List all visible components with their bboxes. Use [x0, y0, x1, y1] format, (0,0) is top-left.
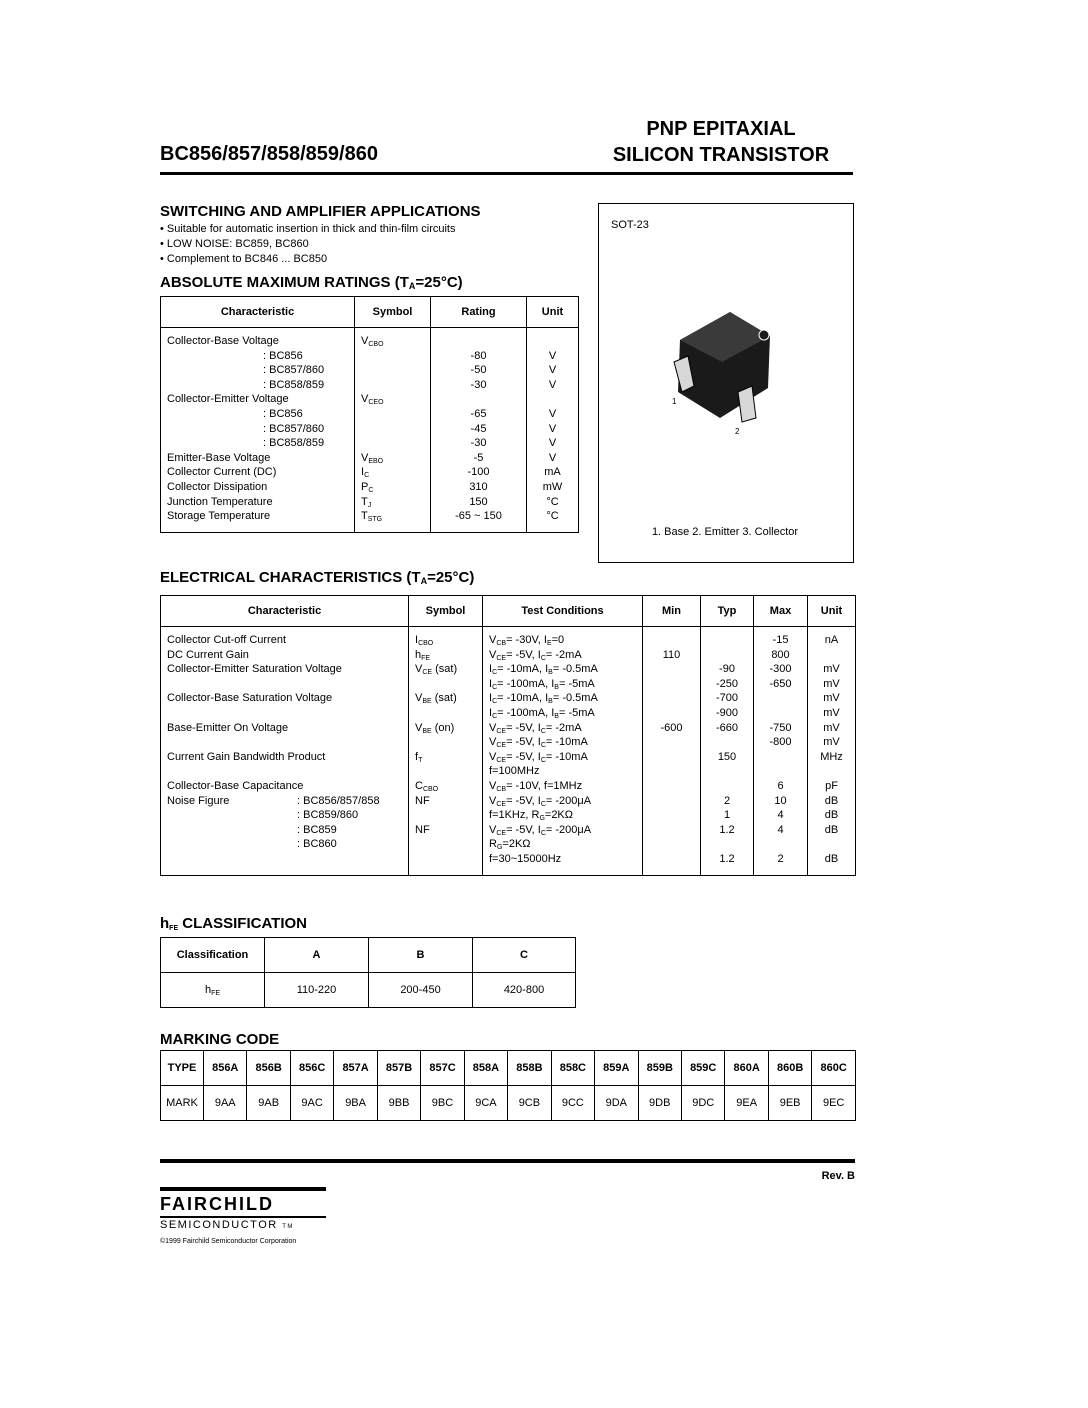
typ-cell — [707, 648, 747, 663]
bullet-item: • Complement to BC846 ... BC850 — [160, 253, 328, 265]
condition-cell: $I_C= -100mA$, $I_B= -5mA$ — [489, 706, 595, 720]
rating-cell — [437, 334, 520, 349]
pin-1-label: 1 — [672, 397, 677, 406]
max-cell — [760, 837, 801, 852]
typ-cell: 2 — [723, 794, 731, 807]
symbol-cell: $T_{STG}$ — [361, 510, 383, 524]
max-cell: 6 — [777, 779, 784, 792]
col-header-classification: Classification — [161, 938, 265, 973]
unit-cell: dB — [824, 809, 839, 822]
rating-column — [431, 328, 527, 533]
typ-cell: -90 — [719, 663, 735, 676]
symbol-column — [355, 328, 431, 533]
characteristic-cell: : BC859/860 — [297, 809, 359, 822]
marking-type-row — [161, 1051, 856, 1086]
rating-cell: 310 — [469, 480, 488, 493]
unit-cell: V — [548, 422, 557, 435]
characteristic-cell: Collector-Base Voltage — [167, 335, 279, 347]
min-cell — [649, 823, 694, 838]
unit-cell: mV — [823, 677, 840, 690]
characteristic-cell: Noise Figure : BC856/857/858 — [167, 794, 380, 807]
table-body-row — [161, 627, 856, 876]
condition-cell: $V_{CE}= -5V$, $I_C= -200\mu A$ — [489, 794, 592, 808]
symbol-cell: $C_{CBO}$ — [415, 779, 439, 793]
characteristic-cell: : BC859 — [297, 823, 337, 836]
characteristic-cell: Emitter-Base Voltage — [167, 451, 271, 464]
elec-table — [160, 595, 856, 876]
max-cell: -800 — [769, 736, 792, 749]
rating-cell — [437, 392, 520, 407]
col-header-unit: Unit — [527, 297, 579, 328]
rating-cell: -30 — [470, 437, 487, 450]
col-header-characteristic: Characteristic — [161, 596, 409, 627]
unit-cell: V — [548, 407, 557, 420]
symbol-cell — [415, 764, 476, 779]
symbol-cell — [415, 852, 476, 867]
max-cell: 10 — [774, 794, 787, 807]
unit-cell: °C — [546, 495, 559, 508]
pin-2-label: 2 — [735, 427, 740, 436]
min-cell — [649, 706, 694, 721]
condition-cell: $V_{CE}= -5V$, $I_C= -10mA$ — [489, 736, 588, 750]
type-cell: 858B — [508, 1051, 551, 1086]
logo-subtitle: SEMICONDUCTOR TM — [160, 1216, 326, 1231]
col-header-min: Min — [643, 596, 701, 627]
condition-cell: f=100MHz — [489, 765, 540, 778]
unit-cell: mV — [823, 692, 840, 705]
characteristic-cell — [167, 764, 402, 779]
symbol-cell — [415, 706, 476, 721]
characteristic-column — [161, 627, 409, 876]
abs-max-title: ABSOLUTE MAXIMUM RATINGS (TA=25°C) — [160, 274, 463, 291]
condition-cell: $V_{CB}= -30V$, $I_E=0$ — [489, 634, 565, 647]
characteristic-cell: Collector Current (DC) — [167, 466, 277, 479]
symbol-cell — [415, 837, 476, 852]
unit-cell: mV — [823, 706, 840, 719]
condition-cell: $R_G=2K\Omega$ — [489, 838, 531, 852]
symbol-cell: $V_{CEO}$ — [361, 393, 384, 407]
mark-cell: 9CC — [551, 1086, 594, 1121]
type-cell: 859C — [681, 1051, 724, 1086]
symbol-cell: $I_{CBO}$ — [415, 634, 434, 647]
symbol-cell — [361, 349, 424, 364]
characteristic-cell: Collector Dissipation — [167, 480, 268, 493]
characteristic-cell: Base-Emitter On Voltage — [167, 721, 289, 734]
characteristic-cell — [167, 852, 402, 867]
symbol-cell: $V_{CBO}$ — [361, 335, 384, 348]
typ-cell: 1.2 — [719, 823, 735, 836]
hfe-value-c: 420-800 — [473, 973, 576, 1008]
col-header-test-conditions: Test Conditions — [483, 596, 643, 627]
max-cell: -300 — [769, 663, 792, 676]
unit-column — [808, 627, 856, 876]
unit-cell: nA — [824, 634, 839, 646]
symbol-cell: $h_{FE}$ — [415, 648, 431, 662]
min-cell — [649, 808, 694, 823]
col-header-rating: Rating — [431, 297, 527, 328]
min-cell: -600 — [660, 721, 683, 734]
unit-cell: V — [548, 378, 557, 391]
type-cell: 860B — [768, 1051, 811, 1086]
rating-cell: -100 — [467, 466, 490, 479]
type-cell: 856B — [247, 1051, 290, 1086]
type-cell: 858C — [551, 1051, 594, 1086]
characteristic-cell: Collector Cut-off Current — [167, 634, 287, 646]
characteristic-column — [161, 328, 355, 533]
table-header-row — [161, 596, 856, 627]
type-cell: 856A — [204, 1051, 247, 1086]
symbol-cell: $V_{BE}$ (sat) — [415, 692, 457, 706]
symbol-cell: $V_{BE}$ (on) — [415, 721, 455, 735]
unit-cell — [814, 764, 849, 779]
table-row — [161, 973, 576, 1008]
type-cell: 857C — [421, 1051, 464, 1086]
table-body-row — [161, 328, 579, 533]
rating-cell: -45 — [470, 422, 487, 435]
unit-cell — [814, 837, 849, 852]
mark-cell: 9AB — [247, 1086, 290, 1121]
characteristic-cell: : BC858/859 — [263, 378, 325, 391]
copyright: ©1999 Fairchild Semiconductor Corporation — [160, 1238, 297, 1245]
type-cell: 858A — [464, 1051, 507, 1086]
logo-wordmark: FAIRCHILD — [160, 1194, 274, 1214]
symbol-cell: $f_T$ — [415, 750, 423, 764]
max-cell: -650 — [769, 677, 792, 690]
min-cell — [649, 837, 694, 852]
unit-cell: dB — [824, 823, 839, 836]
min-cell — [649, 633, 694, 648]
rating-cell: -65 ~ 150 — [455, 510, 502, 523]
unit-cell: pF — [825, 779, 838, 792]
mark-cell: 9AA — [204, 1086, 247, 1121]
mark-label: MARK — [161, 1086, 204, 1121]
mark-cell: 9DA — [595, 1086, 638, 1121]
mark-cell: 9BB — [377, 1086, 420, 1121]
marking-table — [160, 1050, 856, 1121]
min-cell — [649, 662, 694, 677]
symbol-cell: NF — [415, 823, 430, 836]
rating-cell: 150 — [469, 495, 488, 508]
condition-cell: f=30~15000Hz — [489, 852, 562, 865]
condition-cell: $V_{CE}= -5V$, $I_C= -10mA$ — [489, 750, 588, 764]
device-title-line1: PNP EPITAXIAL — [646, 118, 796, 140]
characteristic-cell: : BC857/860 — [263, 364, 325, 377]
max-cell: 2 — [777, 852, 784, 865]
bullet-item: • LOW NOISE: BC859, BC860 — [160, 238, 309, 250]
max-cell: -750 — [769, 721, 792, 734]
symbol-cell: NF — [415, 794, 430, 807]
typ-cell — [707, 779, 747, 794]
characteristic-cell: : BC856 — [263, 349, 303, 362]
max-cell — [760, 691, 801, 706]
condition-cell: $V_{CE}= -5V$, $I_C= -2mA$ — [489, 648, 582, 662]
rating-cell: -50 — [470, 364, 487, 377]
hfe-row-label: $h_{FE}$ — [161, 973, 265, 1008]
marking-title: MARKING CODE — [160, 1031, 280, 1048]
characteristic-cell: Current Gain Bandwidth Product — [167, 750, 326, 763]
hfe-table — [160, 937, 576, 1008]
marking-mark-row — [161, 1086, 856, 1121]
hfe-value-a: 110-220 — [265, 973, 369, 1008]
pin-caption: 1. Base 2. Emitter 3. Collector — [651, 526, 799, 538]
col-header-symbol: Symbol — [355, 297, 431, 328]
mark-cell: 9DC — [681, 1086, 724, 1121]
unit-cell: MHz — [820, 750, 843, 763]
col-header-typ: Typ — [701, 596, 754, 627]
characteristic-cell: Junction Temperature — [167, 495, 273, 508]
typ-cell: 1.2 — [719, 852, 735, 865]
max-cell: 4 — [777, 823, 784, 836]
col-header-symbol: Symbol — [409, 596, 483, 627]
mark-cell: 9EC — [812, 1086, 856, 1121]
max-cell — [760, 706, 801, 721]
symbol-cell — [361, 422, 424, 437]
symbol-column — [409, 627, 483, 876]
rating-cell: -5 — [473, 451, 484, 464]
package-label: SOT-23 — [611, 219, 649, 231]
typ-cell: -700 — [715, 692, 739, 705]
col-header-unit: Unit — [808, 596, 856, 627]
col-header-characteristic: Characteristic — [161, 297, 355, 328]
characteristic-cell: Collector-Base Saturation Voltage — [167, 692, 333, 705]
typ-cell — [707, 735, 747, 750]
max-cell — [760, 764, 801, 779]
unit-cell: V — [548, 437, 557, 450]
mark-cell: 9BA — [334, 1086, 377, 1121]
typ-cell: -250 — [715, 677, 739, 690]
condition-cell: f=1KHz, $R_G=2K\Omega$ — [489, 809, 573, 823]
min-cell — [649, 764, 694, 779]
conditions-column — [483, 627, 643, 876]
condition-cell: $I_C= -10mA$, $I_B= -0.5mA$ — [489, 692, 598, 706]
abs-max-table — [160, 296, 579, 533]
symbol-cell: $T_J$ — [361, 495, 372, 509]
elec-title: ELECTRICAL CHARACTERISTICS (TA=25°C) — [160, 569, 475, 586]
max-column — [754, 627, 808, 876]
rating-cell: -65 — [470, 407, 487, 420]
condition-cell: $V_{CB}= -10V$, f=1MHz — [489, 779, 583, 793]
sot23-package-image — [660, 300, 790, 440]
condition-cell: $V_{CE}= -5V$, $I_C= -200\mu A$ — [489, 823, 592, 837]
hfe-value-b: 200-450 — [369, 973, 473, 1008]
mark-cell: 9DB — [638, 1086, 681, 1121]
typ-cell: 1 — [723, 809, 731, 822]
characteristic-cell: : BC857/860 — [263, 422, 325, 435]
col-header-b: B — [369, 938, 473, 973]
symbol-cell — [415, 808, 476, 823]
min-cell — [649, 677, 694, 692]
type-cell: 859A — [595, 1051, 638, 1086]
typ-cell: -660 — [715, 721, 739, 734]
characteristic-cell: DC Current Gain — [167, 648, 249, 661]
unit-cell — [533, 392, 572, 407]
characteristic-cell: Storage Temperature — [167, 510, 271, 523]
typ-column — [701, 627, 754, 876]
hfe-title: $h_{FE}$ CLASSIFICATION — [160, 915, 308, 932]
unit-cell: V — [548, 349, 557, 362]
table-header-row — [161, 938, 576, 973]
min-cell — [649, 794, 694, 809]
min-cell — [649, 779, 694, 794]
max-cell — [760, 750, 801, 765]
applications-list — [160, 222, 455, 267]
part-number: BC856/857/858/859/860 — [160, 143, 378, 165]
symbol-cell — [361, 436, 424, 451]
symbol-cell: $I_C$ — [361, 466, 370, 480]
fairchild-logo — [160, 1187, 326, 1231]
characteristic-cell: Collector-Base Capacitance — [167, 779, 304, 792]
symbol-cell: $V_{CE}$ (sat) — [415, 663, 458, 677]
unit-cell: dB — [824, 794, 839, 807]
symbol-cell — [415, 677, 476, 692]
typ-cell: -900 — [715, 706, 739, 719]
revision-label: Rev. B — [821, 1170, 855, 1182]
min-cell — [649, 852, 694, 867]
max-cell: 800 — [771, 648, 790, 661]
unit-cell: V — [548, 451, 557, 464]
rating-cell: -30 — [470, 378, 487, 391]
type-cell: 859B — [638, 1051, 681, 1086]
condition-cell: $V_{CE}= -5V$, $I_C= -2mA$ — [489, 721, 582, 735]
col-header-c: C — [473, 938, 576, 973]
symbol-cell — [361, 363, 424, 378]
typ-cell — [707, 633, 747, 648]
type-cell: 857A — [334, 1051, 377, 1086]
min-column — [643, 627, 701, 876]
type-cell: 860C — [812, 1051, 856, 1086]
condition-cell: $I_C= -10mA$, $I_B= -0.5mA$ — [489, 663, 598, 677]
header-rule — [160, 172, 853, 175]
unit-cell: mA — [544, 466, 561, 479]
footer-rule — [160, 1159, 855, 1163]
mark-cell: 9EB — [768, 1086, 811, 1121]
symbol-cell — [361, 407, 424, 422]
unit-cell: mV — [823, 663, 840, 676]
symbol-cell — [361, 378, 424, 393]
mark-cell: 9AC — [290, 1086, 333, 1121]
characteristic-cell: : BC856 — [263, 407, 303, 420]
typ-cell — [707, 764, 747, 779]
typ-cell: 150 — [717, 750, 737, 763]
condition-cell: $I_C= -100mA$, $I_B= -5mA$ — [489, 677, 595, 691]
max-cell: -15 — [772, 634, 789, 646]
min-cell: 110 — [662, 648, 681, 661]
characteristic-cell: : BC858/859 — [263, 437, 325, 450]
type-cell: 856C — [290, 1051, 333, 1086]
mark-cell: 9CA — [464, 1086, 507, 1121]
applications-title: SWITCHING AND AMPLIFIER APPLICATIONS — [160, 203, 481, 220]
symbol-cell: $P_C$ — [361, 480, 374, 494]
unit-cell: V — [548, 364, 557, 377]
min-cell — [649, 735, 694, 750]
characteristic-cell — [167, 706, 402, 721]
device-title — [590, 116, 852, 168]
mark-cell: 9EA — [725, 1086, 768, 1121]
unit-cell: mW — [542, 480, 563, 493]
min-cell — [649, 750, 694, 765]
max-cell: 4 — [777, 809, 784, 822]
min-cell — [649, 691, 694, 706]
unit-cell: °C — [546, 510, 559, 523]
unit-cell: mV — [823, 721, 840, 734]
typ-cell — [707, 837, 747, 852]
table-header-row — [161, 297, 579, 328]
mark-cell: 9CB — [508, 1086, 551, 1121]
unit-cell — [533, 334, 572, 349]
mark-cell: 9BC — [421, 1086, 464, 1121]
unit-cell: dB — [824, 852, 839, 865]
col-header-max: Max — [754, 596, 808, 627]
bullet-item: • Suitable for automatic insertion in thick and thin-film circuits — [160, 223, 456, 235]
unit-cell: mV — [823, 736, 840, 749]
characteristic-cell: : BC860 — [297, 838, 337, 851]
col-header-a: A — [265, 938, 369, 973]
unit-column — [527, 328, 579, 533]
characteristic-cell — [167, 735, 402, 750]
symbol-cell: $V_{EBO}$ — [361, 451, 384, 465]
rating-cell: -80 — [470, 349, 487, 362]
symbol-cell — [415, 735, 476, 750]
characteristic-cell: Collector-Emitter Saturation Voltage — [167, 663, 342, 676]
unit-cell — [814, 648, 849, 663]
characteristic-cell — [167, 677, 402, 692]
device-title-line2: SILICON TRANSISTOR — [612, 144, 830, 166]
type-cell: 857B — [377, 1051, 420, 1086]
type-label: TYPE — [161, 1051, 204, 1086]
characteristic-cell: Collector-Emitter Voltage — [167, 393, 289, 406]
logo-bar — [160, 1187, 326, 1191]
type-cell: 860A — [725, 1051, 768, 1086]
